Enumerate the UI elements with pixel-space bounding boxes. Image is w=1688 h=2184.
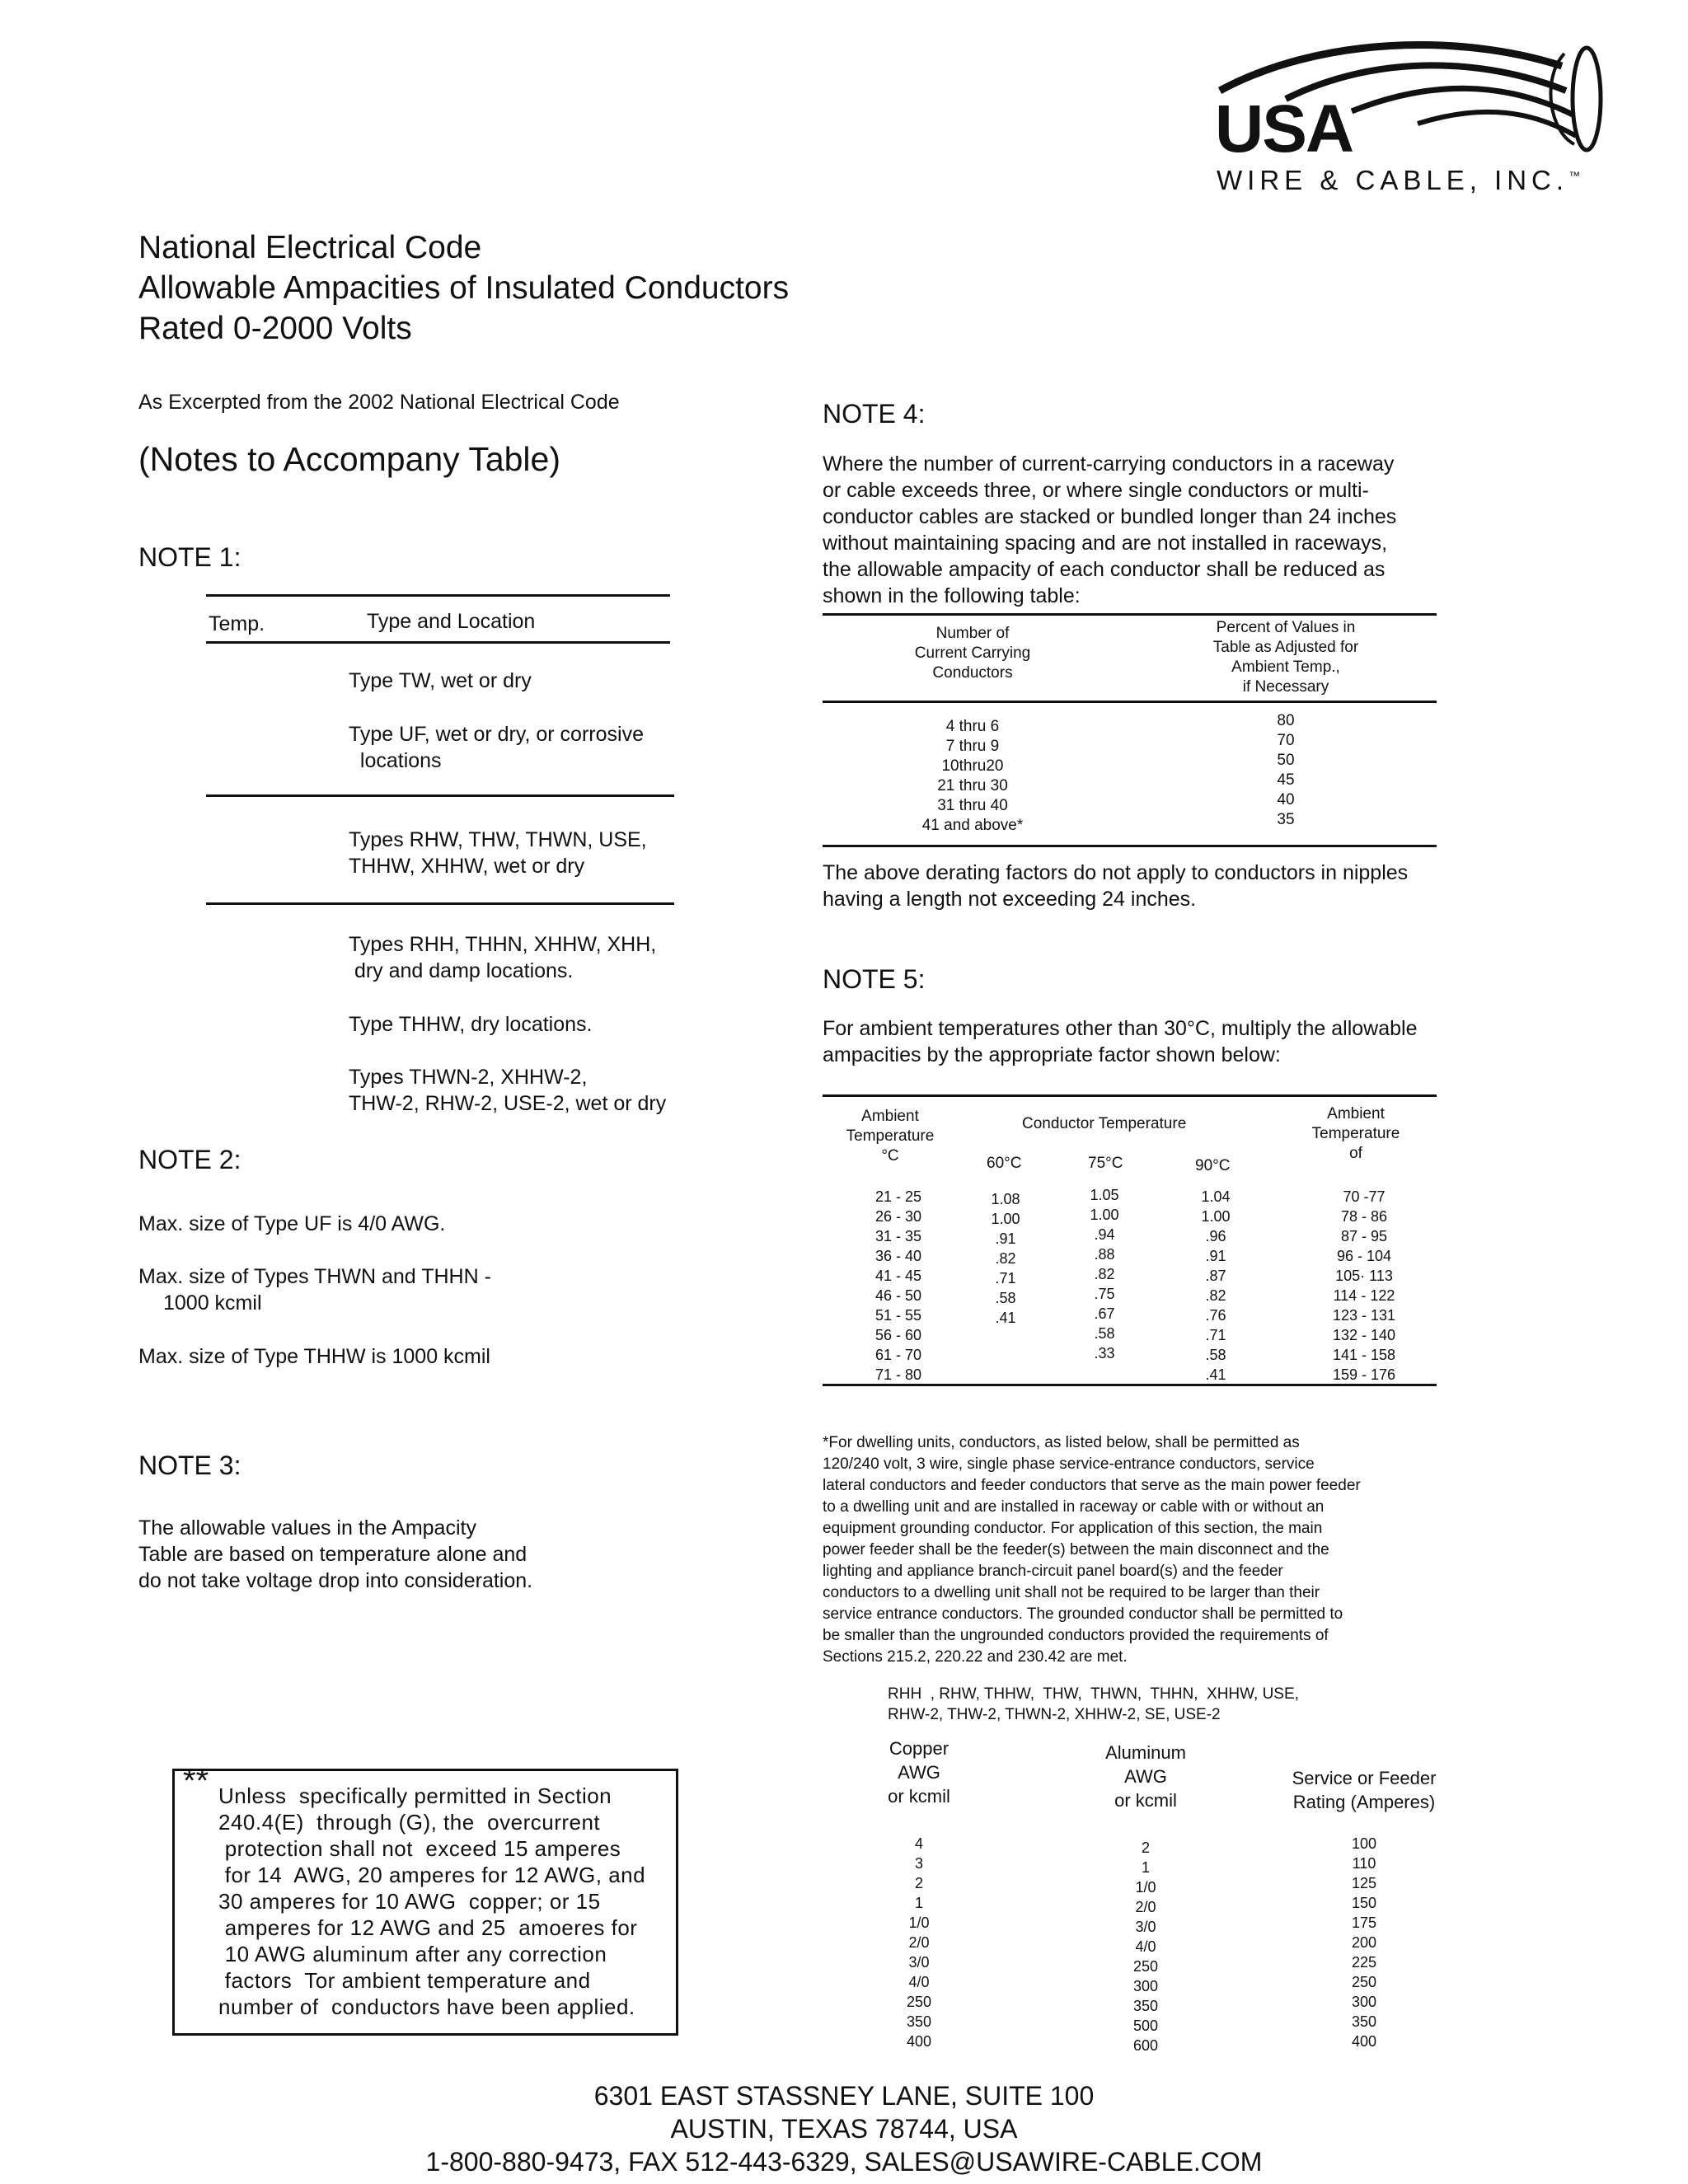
copper-h3: or kcmil bbox=[888, 1786, 950, 1807]
dwelling-line-1: *For dwelling units, conductors, as listed below, shall be permitted as bbox=[823, 1434, 1300, 1451]
note4-col1-header bbox=[890, 624, 1055, 683]
note5-90c-cell: .87 bbox=[1205, 1268, 1226, 1284]
note5-ambf-h3: of bbox=[1349, 1145, 1362, 1162]
note1-group2-line2: THHW, XHHW, wet or dry bbox=[349, 855, 585, 878]
note4-line1: Where the number of current-carrying conductors in a raceway bbox=[823, 452, 1395, 476]
copper-h2: AWG bbox=[898, 1762, 940, 1783]
note5-ambc-h2: Temperature bbox=[846, 1127, 935, 1145]
dwelling-line-7: lighting and appliance branch-circuit panel board(s) and the feeder bbox=[823, 1563, 1283, 1580]
logo-company-name bbox=[1217, 165, 1585, 196]
note1-table-top-rule bbox=[206, 594, 670, 597]
note4-heading: NOTE 4: bbox=[823, 399, 926, 429]
note5-table-top-rule bbox=[823, 1094, 1437, 1097]
company-logo bbox=[1187, 33, 1615, 198]
note1-group3-line1: Types RHH, THHN, XHHW, XHH, bbox=[349, 933, 657, 956]
note5-ambf-cell: 105· 113 bbox=[1335, 1268, 1393, 1284]
aluminum-cell: 3/0 bbox=[1135, 1919, 1156, 1935]
page-title bbox=[138, 227, 789, 349]
note5-ambc-cell: 71 - 80 bbox=[874, 1366, 922, 1383]
copper-h1: Copper bbox=[889, 1738, 950, 1759]
rating-h1: Service or Feeder bbox=[1292, 1768, 1437, 1788]
note5-text bbox=[823, 1015, 1417, 1068]
dwelling-types-line1: RHH , RHW, THHW, THW, THWN, THHN, XHHW, USE, bbox=[888, 1685, 1299, 1703]
note1-group3-line4: Types THWN-2, XHHW-2, bbox=[349, 1066, 588, 1089]
dwelling-line-10: be smaller than the ungrounded conductors provided the requirements of bbox=[823, 1627, 1329, 1644]
copper-cell: 1 bbox=[914, 1895, 923, 1911]
note2-line1: Max. size of Type UF is 4/0 AWG. bbox=[138, 1212, 446, 1235]
note4-row: 41 and above* bbox=[921, 817, 1024, 834]
note5-ambf-h1: Ambient bbox=[1327, 1105, 1385, 1122]
logo-usa-text: USA bbox=[1215, 91, 1353, 166]
box-line-9: number of conductors have been applied. bbox=[218, 1994, 635, 2019]
rating-cell: 110 bbox=[1352, 1855, 1376, 1872]
note5-60c-cell: .71 bbox=[995, 1270, 1016, 1286]
notes-heading: (Notes to Accompany Table) bbox=[138, 440, 560, 478]
rating-cell: 400 bbox=[1351, 2033, 1377, 2050]
copper-cell: 350 bbox=[906, 2013, 932, 2030]
rating-header bbox=[1261, 1766, 1467, 1814]
note5-ambc-cell: 56 - 60 bbox=[874, 1327, 922, 1343]
aluminum-h1: Aluminum bbox=[1105, 1742, 1186, 1763]
aluminum-h2: AWG bbox=[1124, 1766, 1167, 1787]
title-line-3: Rated 0-2000 Volts bbox=[138, 311, 412, 346]
note5-ambf-cell: 70 -77 bbox=[1343, 1188, 1386, 1205]
note5-ambc-cell: 46 - 50 bbox=[874, 1287, 922, 1304]
dwelling-types-line2: RHW-2, THW-2, THWN-2, XHHW-2, SE, USE-2 bbox=[888, 1706, 1221, 1723]
note4-value: 80 bbox=[1277, 712, 1295, 729]
copper-cell: 4/0 bbox=[908, 1974, 930, 1990]
dwelling-note bbox=[823, 1432, 1361, 1668]
note4-after-line1: The above derating factors do not apply to conductors in nipples bbox=[823, 861, 1409, 884]
copper-col bbox=[886, 1834, 952, 2051]
note5-bottom-rule bbox=[823, 1384, 1437, 1386]
excerpt-text: As Excerpted from the 2002 National Electrical Code bbox=[138, 391, 620, 414]
note2-line3: 1000 kcmil bbox=[163, 1291, 262, 1315]
note5-60c-col bbox=[973, 1189, 1039, 1328]
note4-col1-h1: Number of bbox=[935, 625, 1010, 642]
title-line-1: National Electrical Code bbox=[138, 230, 482, 265]
box-line-7: 10 AWG aluminum after any correction bbox=[218, 1942, 607, 1966]
note4-after bbox=[823, 860, 1408, 912]
note4-line5: the allowable ampacity of each conductor shall be reduced as bbox=[823, 558, 1386, 581]
note5-75c-cell: .58 bbox=[1094, 1325, 1115, 1342]
footer-address-1: 6301 EAST STASSNEY LANE, SUITE 100 bbox=[593, 2081, 1095, 2111]
note5-75c-cell: .33 bbox=[1094, 1345, 1115, 1361]
note5-90c-header: 90°C bbox=[1195, 1157, 1231, 1174]
note5-ambc-cell: 61 - 70 bbox=[874, 1347, 922, 1363]
note1-header-rule bbox=[206, 641, 670, 644]
note5-75c-cell: .67 bbox=[1094, 1305, 1115, 1322]
note3-line3: do not take voltage drop into consideration. bbox=[138, 1569, 533, 1592]
copper-cell: 250 bbox=[906, 1994, 932, 2010]
note4-table-top-rule bbox=[823, 613, 1437, 616]
note4-value: 40 bbox=[1277, 791, 1295, 808]
note4-col2-header bbox=[1179, 618, 1393, 697]
footer-contact: 1-800-880-9473, FAX 512-443-6329, SALES@USAWIRE-CABLE.COM bbox=[425, 2147, 1263, 2177]
aluminum-cell: 1/0 bbox=[1135, 1879, 1156, 1896]
copper-cell: 1/0 bbox=[908, 1915, 930, 1931]
note5-60c-cell: .91 bbox=[995, 1230, 1016, 1247]
note4-value: 70 bbox=[1277, 732, 1295, 749]
note1-group2-rule bbox=[206, 902, 674, 905]
note4-col2-h2: Table as Adjusted for bbox=[1212, 639, 1359, 656]
rating-cell: 225 bbox=[1351, 1954, 1377, 1971]
note5-60c-header: 60°C bbox=[987, 1155, 1022, 1172]
dwelling-line-5: equipment grounding conductor. For application of this section, the main bbox=[823, 1520, 1323, 1537]
note5-90c-cell: .91 bbox=[1205, 1248, 1226, 1264]
note5-ambf-col bbox=[1311, 1187, 1418, 1385]
rating-cell: 175 bbox=[1351, 1915, 1377, 1931]
rating-h2: Rating (Amperes) bbox=[1292, 1792, 1436, 1812]
dwelling-types bbox=[888, 1684, 1299, 1725]
note5-ambc-cell: 31 - 35 bbox=[874, 1228, 922, 1244]
note5-ambc-cell: 51 - 55 bbox=[874, 1307, 922, 1324]
copper-cell: 3/0 bbox=[908, 1954, 930, 1971]
logo-trademark: ™ bbox=[1568, 169, 1586, 182]
note1-group1-line1: Type TW, wet or dry bbox=[349, 669, 532, 692]
note4-col2-h1: Percent of Values in bbox=[1216, 619, 1356, 636]
box-line-2: 240.4(E) through (G), the overcurrent bbox=[218, 1810, 601, 1835]
box-line-1: Unless specifically permitted in Section bbox=[218, 1783, 612, 1808]
copper-cell: 2 bbox=[914, 1875, 923, 1891]
note5-ambc-cell: 41 - 45 bbox=[874, 1268, 922, 1284]
box-line-5: 30 amperes for 10 AWG copper; or 15 bbox=[218, 1889, 601, 1914]
note4-text bbox=[823, 451, 1396, 609]
note1-group1-line3: locations bbox=[349, 749, 442, 772]
note5-60c-cell: 1.08 bbox=[991, 1191, 1020, 1207]
note2-heading: NOTE 2: bbox=[138, 1145, 241, 1174]
note1-col-type: Type and Location bbox=[367, 610, 536, 633]
rating-cell: 350 bbox=[1351, 2013, 1377, 2030]
dwelling-line-8: conductors to a dwelling unit shall not be required to be larger than their bbox=[823, 1584, 1320, 1601]
aluminum-cell: 2 bbox=[1141, 1840, 1150, 1856]
note5-ambf-cell: 78 - 86 bbox=[1340, 1208, 1388, 1225]
dwelling-line-3: lateral conductors and feeder conductors that serve as the main power feeder bbox=[823, 1477, 1361, 1494]
footer-address-2: AUSTIN, TEXAS 78744, USA bbox=[670, 2114, 1018, 2144]
note4-line4: without maintaining spacing and are not installed in raceways, bbox=[823, 532, 1388, 555]
note4-after-line2: having a length not exceeding 24 inches. bbox=[823, 888, 1197, 911]
note3-line1: The allowable values in the Ampacity bbox=[138, 1516, 476, 1540]
note4-values bbox=[1245, 711, 1327, 830]
note5-ambc-col bbox=[857, 1187, 940, 1385]
note2-line4: Max. size of Type THHW is 1000 kcmil bbox=[138, 1345, 490, 1368]
note4-value: 50 bbox=[1277, 752, 1295, 769]
note4-row: 10thru20 bbox=[941, 757, 1004, 775]
rating-cell: 250 bbox=[1351, 1974, 1377, 1990]
note4-line2: or cable exceeds three, or where single conductors or multi- bbox=[823, 479, 1369, 502]
rating-cell: 125 bbox=[1351, 1875, 1377, 1891]
note4-rows bbox=[890, 717, 1055, 836]
note5-line1: For ambient temperatures other than 30°C, multiply the allowable bbox=[823, 1017, 1418, 1040]
rating-cell: 300 bbox=[1351, 1994, 1377, 2010]
aluminum-col bbox=[1113, 1838, 1179, 2055]
note1-col-temp: Temp. bbox=[209, 612, 265, 635]
note5-75c-header: 75°C bbox=[1088, 1155, 1123, 1172]
note5-90c-cell: .71 bbox=[1205, 1327, 1226, 1343]
note5-90c-cell: 1.00 bbox=[1201, 1208, 1231, 1225]
note5-line2: ampacities by the appropriate factor shown below: bbox=[823, 1043, 1281, 1066]
note5-ambf-cell: 87 - 95 bbox=[1340, 1228, 1388, 1244]
note5-ambf-cell: 141 - 158 bbox=[1332, 1347, 1396, 1363]
aluminum-cell: 600 bbox=[1132, 2037, 1159, 2054]
note1-group3-line3: Type THHW, dry locations. bbox=[349, 1013, 593, 1036]
copper-header bbox=[857, 1736, 981, 1808]
note5-75c-cell: .94 bbox=[1094, 1226, 1115, 1243]
note5-ambc-h3: °C bbox=[881, 1147, 899, 1165]
note3-line2: Table are based on temperature alone and bbox=[138, 1543, 528, 1566]
rating-cell: 200 bbox=[1351, 1934, 1377, 1951]
note4-row: 7 thru 9 bbox=[945, 738, 1000, 755]
note4-col1-h2: Current Carrying bbox=[914, 644, 1031, 662]
rating-col bbox=[1331, 1834, 1397, 2051]
note5-ambf-cell: 123 - 131 bbox=[1332, 1307, 1396, 1324]
note4-bottom-rule bbox=[823, 845, 1437, 847]
box-line-8: factors Tor ambient temperature and bbox=[218, 1968, 591, 1993]
aluminum-cell: 4/0 bbox=[1135, 1938, 1156, 1955]
note4-value: 35 bbox=[1277, 811, 1295, 828]
note5-75c-cell: .82 bbox=[1094, 1266, 1115, 1282]
note5-60c-cell: 1.00 bbox=[991, 1211, 1020, 1227]
note4-value: 45 bbox=[1277, 771, 1295, 789]
box-line-6: amperes for 12 AWG and 25 amoeres for bbox=[218, 1915, 638, 1940]
note5-90c-cell: .41 bbox=[1205, 1366, 1226, 1383]
rating-cell: 150 bbox=[1351, 1895, 1377, 1911]
note4-header-rule bbox=[823, 701, 1437, 703]
note5-75c-cell: 1.05 bbox=[1090, 1187, 1119, 1203]
note5-ambf-h2: Temperature bbox=[1311, 1125, 1400, 1142]
copper-cell: 4 bbox=[914, 1835, 923, 1852]
note5-ambf-header bbox=[1294, 1104, 1418, 1164]
logo-sub-text: WIRE & CABLE, INC. bbox=[1217, 165, 1569, 195]
box-line-4: for 14 AWG, 20 amperes for 12 AWG, and bbox=[218, 1863, 646, 1887]
aluminum-h3: or kcmil bbox=[1114, 1790, 1177, 1811]
note5-ambf-cell: 159 - 176 bbox=[1332, 1366, 1396, 1383]
note3-text bbox=[138, 1515, 532, 1594]
note4-col2-h4: if Necessary bbox=[1242, 678, 1329, 696]
aluminum-cell: 500 bbox=[1132, 2018, 1159, 2034]
note1-group1-rule bbox=[206, 794, 674, 797]
aluminum-cell: 2/0 bbox=[1135, 1899, 1156, 1915]
note5-90c-col bbox=[1183, 1187, 1249, 1385]
rating-cell: 100 bbox=[1351, 1835, 1377, 1852]
note5-90c-cell: .58 bbox=[1205, 1347, 1226, 1363]
note5-ambc-cell: 36 - 40 bbox=[874, 1248, 922, 1264]
note4-row: 4 thru 6 bbox=[945, 718, 1000, 735]
note4-line3: conductor cables are stacked or bundled longer than 24 inches bbox=[823, 505, 1397, 528]
copper-cell: 2/0 bbox=[908, 1934, 930, 1951]
copper-cell: 400 bbox=[906, 2033, 932, 2050]
note5-ambf-cell: 114 - 122 bbox=[1333, 1287, 1395, 1304]
note5-90c-cell: .76 bbox=[1205, 1307, 1226, 1324]
note4-row: 21 thru 30 bbox=[937, 777, 1008, 794]
note5-heading: NOTE 5: bbox=[823, 964, 926, 994]
note5-ambf-cell: 132 - 140 bbox=[1332, 1327, 1396, 1343]
note5-90c-cell: .82 bbox=[1205, 1287, 1226, 1304]
note4-col1-h3: Conductors bbox=[932, 664, 1013, 682]
dwelling-line-4: to a dwelling unit and are installed in raceway or cable with or without an bbox=[823, 1498, 1325, 1516]
note5-60c-cell: .41 bbox=[995, 1310, 1016, 1326]
note5-75c-col bbox=[1071, 1185, 1137, 1363]
aluminum-header bbox=[1084, 1741, 1207, 1812]
dwelling-line-6: power feeder shall be the feeder(s) between the main disconnect and the bbox=[823, 1541, 1329, 1558]
dwelling-line-2: 120/240 volt, 3 wire, single phase service-entrance conductors, service bbox=[823, 1455, 1315, 1473]
note1-group3-line5: THW-2, RHW-2, USE-2, wet or dry bbox=[349, 1092, 667, 1115]
note1-heading: NOTE 1: bbox=[138, 542, 241, 572]
note1-group1-line2: Type UF, wet or dry, or corrosive bbox=[349, 723, 644, 746]
note5-60c-cell: .58 bbox=[995, 1290, 1016, 1306]
note3-heading: NOTE 3: bbox=[138, 1451, 241, 1480]
note2-line2: Max. size of Types THWN and THHN - bbox=[138, 1265, 491, 1288]
note5-ambf-cell: 96 - 104 bbox=[1336, 1248, 1392, 1264]
note5-60c-cell: .82 bbox=[995, 1250, 1016, 1267]
note5-90c-cell: 1.04 bbox=[1201, 1188, 1231, 1205]
box-stars: ** bbox=[183, 1763, 209, 1799]
note1-group3-line2: dry and damp locations. bbox=[349, 959, 574, 982]
note4-col2-h3: Ambient Temp., bbox=[1231, 658, 1340, 676]
note4-line6: shown in the following table: bbox=[823, 584, 1081, 607]
dwelling-line-9: service entrance conductors. The grounded conductor shall be permitted to bbox=[823, 1605, 1343, 1623]
aluminum-cell: 300 bbox=[1132, 1978, 1159, 1994]
note5-75c-cell: 1.00 bbox=[1090, 1207, 1119, 1223]
box-text bbox=[218, 1783, 645, 2020]
copper-cell: 3 bbox=[914, 1855, 923, 1872]
note5-cond-header: Conductor Temperature bbox=[1022, 1115, 1187, 1132]
note5-ambc-h1: Ambient bbox=[861, 1108, 919, 1125]
note5-ambc-header bbox=[828, 1107, 952, 1166]
note4-row: 31 thru 40 bbox=[937, 797, 1008, 814]
note5-ambc-cell: 21 - 25 bbox=[874, 1188, 922, 1205]
note1-group2-line1: Types RHW, THW, THWN, USE, bbox=[349, 828, 647, 851]
note5-75c-cell: .75 bbox=[1094, 1286, 1115, 1302]
aluminum-cell: 1 bbox=[1141, 1859, 1150, 1876]
box-line-3: protection shall not exceed 15 amperes bbox=[218, 1836, 621, 1861]
title-line-2: Allowable Ampacities of Insulated Conductors bbox=[138, 270, 790, 306]
overcurrent-note-box bbox=[172, 1763, 678, 2036]
dwelling-line-11: Sections 215.2, 220.22 and 230.42 are met. bbox=[823, 1648, 1128, 1666]
note5-90c-cell: .96 bbox=[1205, 1228, 1226, 1244]
note5-75c-cell: .88 bbox=[1094, 1246, 1115, 1263]
note5-ambc-cell: 26 - 30 bbox=[874, 1208, 922, 1225]
aluminum-cell: 250 bbox=[1132, 1958, 1159, 1975]
aluminum-cell: 350 bbox=[1132, 1998, 1159, 2014]
